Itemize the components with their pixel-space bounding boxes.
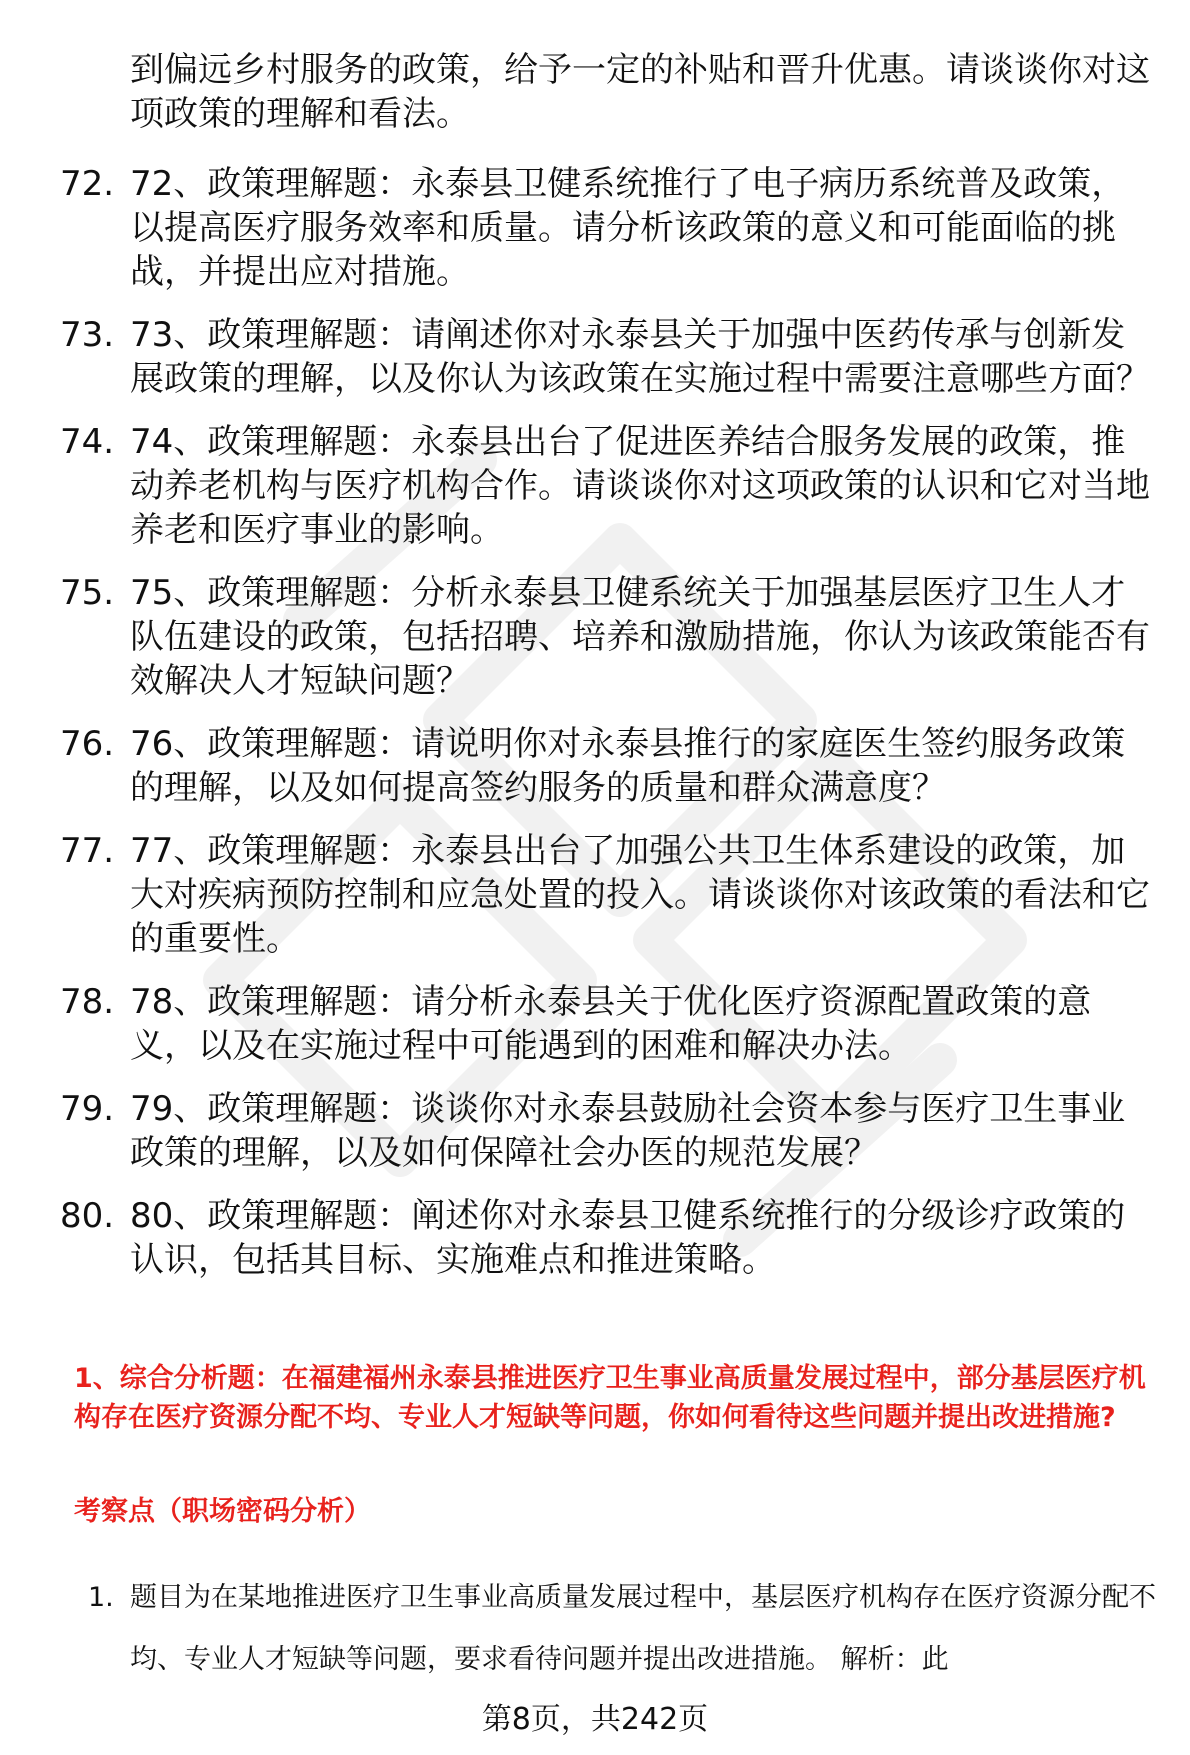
question-number: 80. [60, 1196, 115, 1236]
question-text: 78、政策理解题：请分析永泰县关于优化医疗资源配置政策的意义，以及在实施过程中可能遇到的困难和解决办法。 [130, 982, 1092, 1066]
question-text: 76、政策理解题：请说明你对永泰县推行的家庭医生签约服务政策的理解，以及如何提高签约服务的质量和群众满意度？ [130, 724, 1126, 808]
list-item [60, 722, 1150, 810]
question-text: 75、政策理解题：分析永泰县卫健系统关于加强基层医疗卫生人才队伍建设的政策，包括招聘、培养和激励措施，你认为该政策能否有效解决人才短缺问题？ [130, 573, 1150, 701]
page-number-footer: 第8页，共242页 [481, 1702, 709, 1737]
question-text: 80、政策理解题：阐述你对永泰县卫健系统推行的分级诊疗政策的认识，包括其目标、实施难点和推进策略。 [130, 1196, 1126, 1280]
question-text: 74、政策理解题：永泰县出台了促进医养结合服务发展的政策，推动养老机构与医疗机构合作。请谈谈你对这项政策的认识和它对当地养老和医疗事业的影响。 [130, 422, 1150, 550]
question-text: 77、政策理解题：永泰县出台了加强公共卫生体系建设的政策，加大对疾病预防控制和应急处置的投入。请谈谈你对该政策的看法和它的重要性。 [130, 831, 1150, 959]
list-item [60, 420, 1150, 552]
list-item [60, 571, 1150, 703]
question-text: 73、政策理解题：请阐述你对永泰县关于加强中医药传承与创新发展政策的理解，以及你认为该政策在实施过程中需要注意哪些方面？ [130, 315, 1150, 399]
section-heading: 1、综合分析题：在福建福州永泰县推进医疗卫生事业高质量发展过程中，部分基层医疗机构存在医疗资源分配不均、专业人才短缺等问题，你如何看待这些问题并提出改进措施? [74, 1363, 1146, 1433]
question-number: 72. [60, 164, 115, 204]
question-number: 75. [60, 573, 115, 613]
question-list [60, 162, 1150, 1301]
list-item [60, 829, 1150, 961]
question-number: 78. [60, 982, 115, 1022]
list-item [60, 1194, 1150, 1282]
analysis-item-text: 题目为在某地推进医疗卫生事业高质量发展过程中，基层医疗机构存在医疗资源分配不均、专业人才短缺等问题，要求看待问题并提出改进措施。 解析：此 [130, 1582, 1156, 1675]
section-subheading: 考察点（职场密码分析） [74, 1496, 371, 1527]
question-number: 77. [60, 831, 115, 871]
question-number: 76. [60, 724, 115, 764]
question-text: 79、政策理解题：谈谈你对永泰县鼓励社会资本参与医疗卫生事业政策的理解，以及如何保障社会办医的规范发展？ [130, 1089, 1126, 1173]
question-71-continuation: 到偏远乡村服务的政策，给予一定的补贴和晋升优惠。请谈谈你对这项政策的理解和看法。 [130, 50, 1150, 134]
list-item [60, 980, 1150, 1068]
analysis-item-number: 1. [88, 1582, 114, 1613]
question-number: 79. [60, 1089, 115, 1129]
question-text: 72、政策理解题：永泰县卫健系统推行了电子病历系统普及政策，以提高医疗服务效率和质量。请分析该政策的意义和可能面临的挑战，并提出应对措施。 [130, 164, 1126, 292]
list-item [60, 162, 1150, 294]
question-number: 74. [60, 422, 115, 462]
analysis-list-item [88, 1567, 1158, 1691]
list-item [60, 1087, 1150, 1175]
list-item [60, 313, 1150, 401]
question-number: 73. [60, 315, 115, 355]
